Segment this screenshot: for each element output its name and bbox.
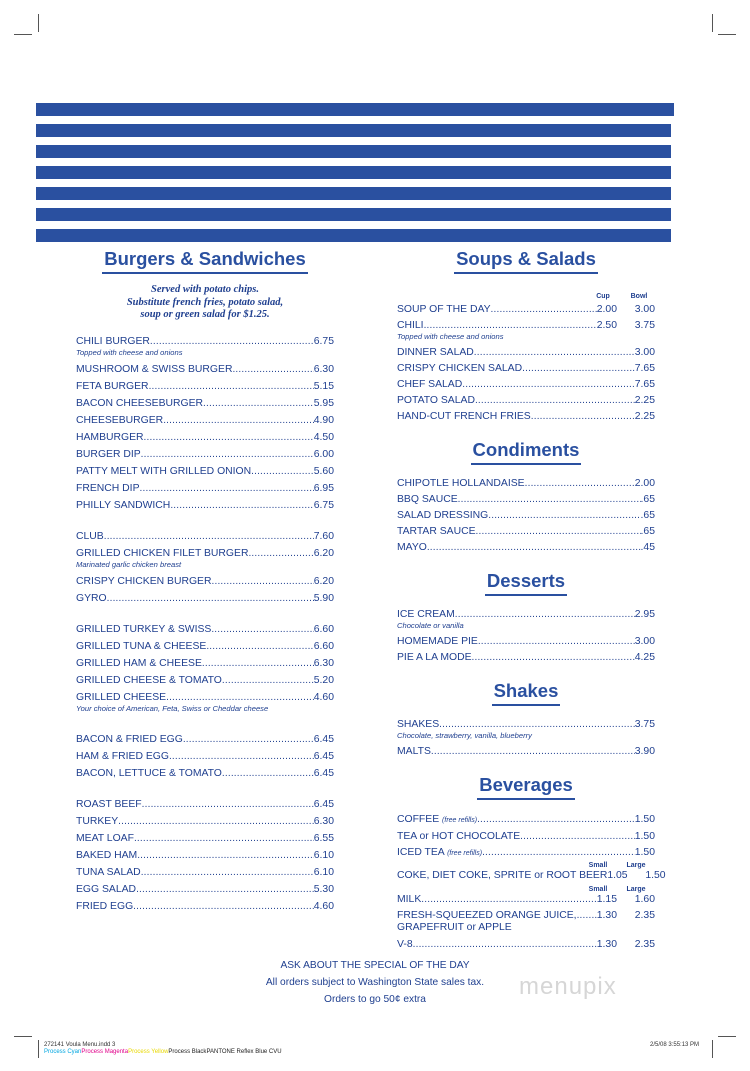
stripe [36,103,674,116]
menu-item: CRISPY CHICKEN BURGER ..... 6.20 [76,576,334,588]
crop-mark [38,1040,39,1058]
menu-item-list [397,478,655,554]
right-column [397,248,666,951]
menu-item: ICE CREAM ..... 2.95 Chocolate or vanilla [397,609,655,632]
section-subtitle: Served with potato chips. Substitute french fries, potato salad, soup or green salad for $1.25. [126,284,284,320]
menu-item-list [397,719,655,758]
section-title: Soups & Salads [397,248,655,274]
watermark: menupix [519,973,617,1000]
menu-item: BACON CHEESEBURGER ..... 5.95 [76,398,334,410]
item-note: Your choice of American, Feta, Swiss or Cheddar cheese [76,703,269,713]
crop-mark [718,34,736,35]
menu-item: MAYO ..... .45 [397,542,655,554]
menu-item: HOMEMADE PIE ..... 3.00 [397,636,655,648]
stripe [36,208,671,221]
menu-item: MEAT LOAF ..... 6.55 [76,833,334,845]
crop-mark [14,34,32,35]
crop-mark [718,1036,736,1037]
stripe [36,124,671,137]
size-header: Small Large [588,886,646,893]
menu-item: HAND-CUT FRENCH FRIES ..... 2.25 [397,411,655,423]
beverage-list [397,814,666,951]
menu-item: SOUP OF THE DAY ..... 2.00 3.00 [397,304,655,316]
menu-item: GRILLED CHEESE ..... 4.60 Your choice of American, Feta, Swiss or Cheddar cheese [76,692,334,715]
menu-item: BURGER DIP ..... 6.00 [76,449,334,461]
menu-item: PHILLY SANDWICH ..... 6.75 [76,500,334,512]
size-header: Small Large [588,862,646,869]
menu-item: BAKED HAM ..... 6.10 [76,850,334,862]
size-header: Cup Bowl [596,293,648,300]
item-note: Chocolate, strawberry, vanilla, blueberry [397,731,532,740]
item-note: Topped with cheese and onions [76,347,183,357]
menu-item: POTATO SALAD ..... 2.25 [397,395,655,407]
menu-item: COKE, DIET COKE, SPRITE or ROOT BEER 1.05 1.50 [397,870,666,881]
menu-item: MILK ..... 1.15 1.60 [397,894,655,906]
menu-item: TURKEY ..... 6.30 [76,816,334,828]
menu-item: FRENCH DIP ..... 6.95 [76,483,334,495]
item-note: Chocolate or vanilla [397,621,464,630]
header-stripes [36,103,674,250]
menu-item: COFFEE (free refills) ..... 1.50 [397,814,655,827]
menu-item: FETA BURGER ..... 5.15 [76,381,334,393]
menu-item: EGG SALAD ..... 5.30 [76,884,334,896]
menu-item: SHAKES ..... 3.75 Chocolate, strawberry, vanilla, blueberry [397,719,655,742]
crop-mark [712,14,713,32]
menu-item: GRILLED CHICKEN FILET BURGER ..... 6.20 Marinated garlic chicken breast [76,548,334,571]
crop-mark [14,1036,32,1037]
section-title: Shakes [397,680,655,706]
menu-item-list [397,609,655,664]
menu-item-list [76,336,334,913]
section-title: Condiments [397,439,655,465]
menu-item: CHEESEBURGER ..... 4.90 [76,415,334,427]
section-title: Beverages [397,774,655,800]
menu-item: TUNA SALAD ..... 6.10 [76,867,334,879]
stripe [36,229,671,242]
menu-item: SALAD DRESSING ..... .65 [397,510,655,522]
menu-item: HAMBURGER ..... 4.50 [76,432,334,444]
menu-item: TEA or HOT CHOCOLATE ..... 1.50 [397,831,655,843]
section-title: Burgers & Sandwiches [76,248,334,274]
menu-item: CLUB ..... 7.60 [76,531,334,543]
menu-item: ROAST BEEF ..... 6.45 [76,799,334,811]
menu-item: BACON, LETTUCE & TOMATO ..... 6.45 [76,768,334,780]
menu-item-list [397,304,655,423]
menu-item: BBQ SAUCE ..... .65 [397,494,655,506]
menu-item: PATTY MELT WITH GRILLED ONION ..... 5.60 [76,466,334,478]
print-slug: 272141 Voula Menu.indd 3 Process CyanProcess MagentaProcess YellowProcess BlackPANTONE Reflex Blue CVU [44,1042,282,1055]
menu-item: V-8 ..... 1.30 2.35 [397,939,655,951]
menu-item: MALTS ..... 3.90 [397,746,655,758]
print-date: 2/5/08 3:55:13 PM [650,1042,700,1048]
menu-item: BACON & FRIED EGG ..... 6.45 [76,734,334,746]
stripe [36,166,671,179]
stripe [36,145,671,158]
menu-item: TARTAR SAUCE ..... .65 [397,526,655,538]
menu-item: GRILLED TURKEY & SWISS ..... 6.60 [76,624,334,636]
crop-mark [712,1040,713,1058]
menu-item: ICED TEA (free refills) ..... 1.50 [397,847,655,860]
menu-item: CHIPOTLE HOLLANDAISE ..... 2.00 [397,478,655,490]
menu-item: CHILI ..... 2.50 3.75 Topped with cheese and onions [397,320,655,343]
menu-item: GYRO ..... 5.90 [76,593,334,605]
footer-notes: ASK ABOUT THE SPECIAL OF THE DAY All orders subject to Washington State sales tax. Orders to go 50¢ extra [265,960,485,1005]
stripe [36,187,671,200]
menu-item: MUSHROOM & SWISS BURGER ..... 6.30 [76,364,334,376]
menu-item: GRILLED CHEESE & TOMATO ..... 5.20 [76,675,334,687]
item-note: Marinated garlic chicken breast [76,559,182,569]
menu-item: HAM & FRIED EGG ..... 6.45 [76,751,334,763]
menu-item: GRILLED TUNA & CHEESE ..... 6.60 [76,641,334,653]
crop-mark [38,14,39,32]
item-note: Topped with cheese and onions [397,332,504,341]
menu-item: CRISPY CHICKEN SALAD ..... 7.65 [397,363,655,375]
menu-item: GRILLED HAM & CHEESE ..... 6.30 [76,658,334,670]
menu-item: DINNER SALAD ..... 3.00 [397,347,655,359]
section-title: Desserts [397,570,655,596]
burgers-sandwiches-section [76,248,334,913]
menu-item: FRESH-SQUEEZED ORANGE JUICE, ..... 1.30 2.35 GRAPEFRUIT or APPLE [397,910,655,934]
menu-item: PIE A LA MODE ..... 4.25 [397,652,655,664]
menu-item: CHEF SALAD ..... 7.65 [397,379,655,391]
menu-item: CHILI BURGER ..... 6.75 Topped with cheese and onions [76,336,334,359]
menu-item: FRIED EGG ..... 4.60 [76,901,334,913]
